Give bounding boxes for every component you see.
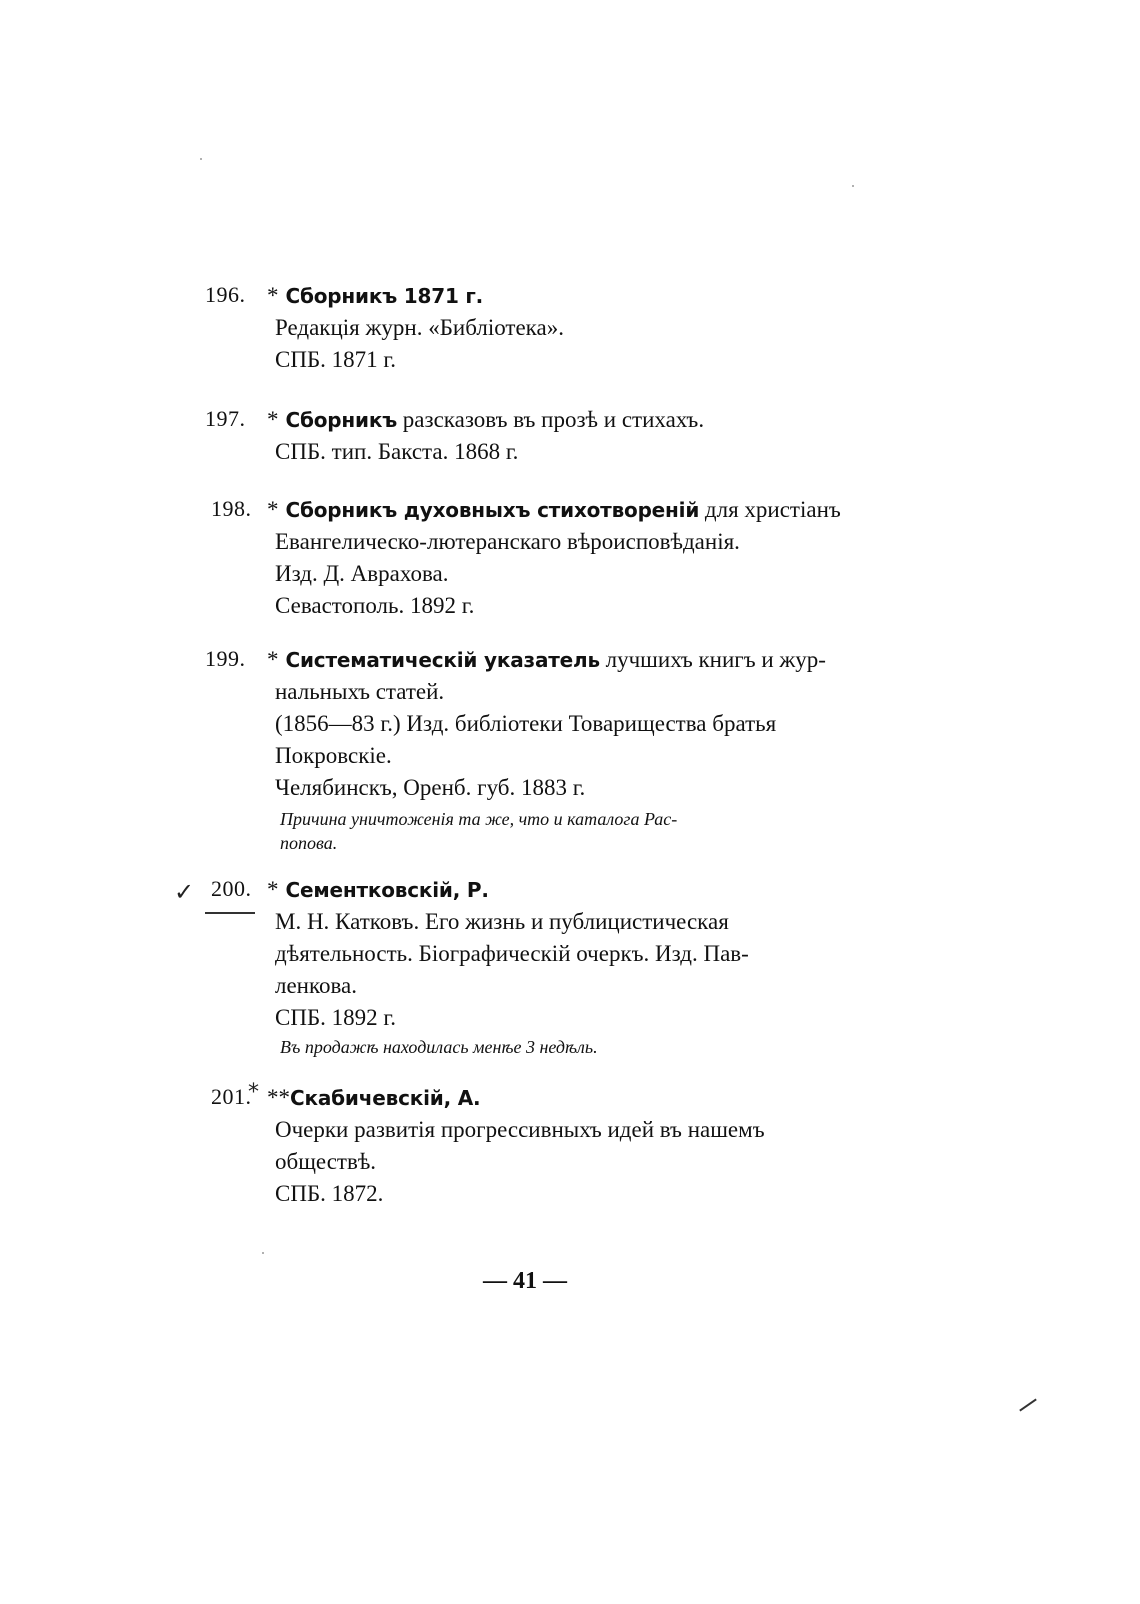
- entry-line: Изд. Д. Аврахова.: [275, 561, 449, 586]
- entry-title-rest: разсказовъ въ прозѣ и стихахъ.: [397, 407, 705, 432]
- entry-line: Челябинскъ, Оренб. губ. 1883 г.: [275, 775, 586, 800]
- entry-line: ленкова.: [275, 973, 358, 998]
- entry-line: обществѣ.: [275, 1149, 377, 1174]
- pen-stroke-mark: [1019, 1398, 1037, 1411]
- entry-line: Очерки развитія прогрессивныхъ идей въ нашемъ: [275, 1117, 765, 1142]
- entry-title-rest: лучшихъ книгъ и жур-: [599, 647, 826, 672]
- entry-star: *: [267, 407, 279, 432]
- entry-line: СПБ. 1871 г.: [275, 347, 396, 372]
- entry-heading: [267, 1082, 855, 1115]
- entry-line: М. Н. Катковъ. Его жизнь и публицистическая: [275, 909, 729, 934]
- page-number: — 41 —: [483, 1268, 567, 1294]
- entry-star: *: [267, 647, 279, 672]
- entry-line: Евангелическо-лютеранскаго вѣроисповѣданія.: [275, 529, 740, 554]
- entry-title-bold: Сборникъ: [285, 408, 398, 432]
- entry-number: 200.: [211, 876, 252, 901]
- entry-note: Въ продажѣ находилась менѣе 3 недѣль.: [280, 1037, 598, 1057]
- entry-star: *: [267, 497, 279, 522]
- entry-number: 197.: [205, 406, 246, 431]
- hand-star-mark: *: [248, 1080, 259, 1105]
- entry-title: Сементковскій, Р.: [285, 878, 489, 902]
- entry-title-bold: Сборникъ духовныхъ стихотвореній: [285, 498, 700, 522]
- entry-line: (1856—83 г.) Изд. библіотеки Товарищества братья: [275, 711, 777, 736]
- entry-line: Редакція журн. «Библіотека».: [275, 315, 564, 340]
- entry-heading: [267, 644, 855, 677]
- entry-number: 198.: [211, 496, 252, 521]
- entry-heading: [267, 874, 855, 907]
- check-mark-icon: ✓: [174, 878, 195, 906]
- entry-number: 199.: [205, 646, 246, 671]
- entry-note: попова.: [280, 833, 338, 853]
- entry-star: **: [267, 1085, 290, 1110]
- entry-number: 196.: [205, 282, 246, 307]
- entry-title: Сборникъ 1871 г.: [285, 284, 484, 308]
- entry-number: 201.: [211, 1084, 252, 1109]
- entry-line: СПБ. 1892 г.: [275, 1005, 396, 1030]
- entry-heading: [267, 280, 855, 313]
- scan-speck: [852, 185, 854, 187]
- entry-title: Скабичевскій, А.: [290, 1086, 481, 1110]
- entry-line: Севастополь. 1892 г.: [275, 593, 475, 618]
- entry-line: Покровскіе.: [275, 743, 392, 768]
- entry-star: *: [267, 877, 279, 902]
- entry-heading: [267, 494, 855, 527]
- entry-title-bold: Систематическій указатель: [285, 648, 600, 672]
- entry-line: СПБ. 1872.: [275, 1181, 384, 1206]
- margin-dash-mark: [205, 912, 255, 914]
- entry-line: СПБ. тип. Бакста. 1868 г.: [275, 439, 519, 464]
- scan-speck: [262, 1252, 264, 1254]
- entry-line: нальныхъ статей.: [275, 679, 445, 704]
- entry-heading: [267, 404, 855, 437]
- entry-note: Причина уничтоженія та же, что и каталога Рас-: [280, 809, 678, 829]
- entry-title-rest: для христіанъ: [699, 497, 841, 522]
- scan-speck: [200, 158, 202, 160]
- entry-star: *: [267, 283, 279, 308]
- entry-line: дѣятельность. Біографическій очеркъ. Изд. Пав-: [275, 941, 749, 966]
